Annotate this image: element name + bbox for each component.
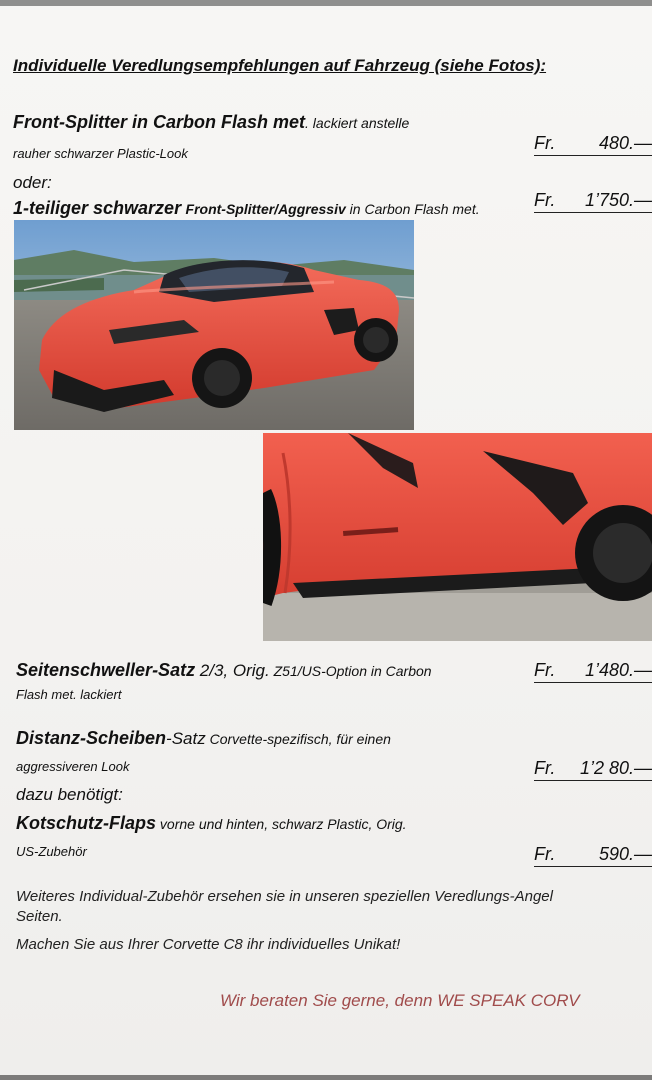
item-desc: Z51/US-Option in Carbon [269, 663, 432, 679]
price-value: 590.— [598, 844, 652, 864]
currency-label: Fr. [534, 660, 556, 680]
item-price [534, 190, 652, 213]
item-title: Kotschutz-Flaps [16, 813, 157, 833]
slogan: Wir beraten Sie gerne, denn WE SPEAK CORV [220, 991, 580, 1010]
item-title: Distanz-Scheiben [16, 728, 167, 748]
footer-note-line3: Machen Sie aus Ihrer Corvette C8 ihr individuelles Unikat! [16, 936, 401, 953]
item-onepiece-splitter [13, 198, 480, 219]
item-price [534, 758, 652, 781]
item-title: 1-teiliger schwarzer [13, 198, 182, 218]
price-value: 480.— [598, 133, 652, 153]
currency-label: Fr. [534, 133, 556, 153]
item-title-2: Front-Splitter/Aggressiv [185, 201, 346, 217]
price-value: 1’750.— [584, 190, 652, 210]
currency-label: Fr. [534, 758, 556, 778]
car-photo-side [263, 433, 652, 641]
footer-note-line2: Seiten. [16, 908, 63, 925]
item-title: Seitenschweller-Satz [16, 660, 196, 680]
item-front-splitter [13, 112, 409, 133]
item-desc: . lackiert anstelle [305, 115, 410, 131]
connector-oder: oder: [13, 173, 52, 192]
price-value: 1’2 80.— [579, 758, 652, 778]
item-title-suffix: -Satz [166, 729, 206, 748]
footer-note-line1: Weiteres Individual-Zubehör ersehen sie in unseren speziellen Veredlungs-Angel [16, 888, 553, 905]
page-heading: Individuelle Veredlungsempfehlungen auf Fahrzeug (siehe Fotos): [13, 56, 547, 75]
item-desc: Corvette-spezifisch, für einen [205, 731, 391, 747]
item-desc-line2: US-Zubehör [16, 844, 87, 859]
item-desc: vorne und hinten, schwarz Plastic, Orig. [156, 816, 407, 832]
item-mud-flaps [16, 813, 407, 834]
price-value: 1’480.— [584, 660, 652, 680]
item-price [534, 844, 652, 867]
item-side-skirts [16, 660, 432, 681]
currency-label: Fr. [534, 190, 556, 210]
item-desc-line2: Flash met. lackiert [16, 687, 122, 702]
item-desc-line2: rauher schwarzer Plastic-Look [13, 146, 188, 161]
car-photo-front [14, 220, 414, 430]
currency-label: Fr. [534, 844, 556, 864]
item-price [534, 660, 652, 683]
top-edge [0, 0, 652, 6]
bottom-edge [0, 1075, 652, 1080]
item-price [534, 133, 652, 156]
item-desc: in Carbon Flash met. [345, 201, 480, 217]
item-title: Front-Splitter in Carbon Flash met [13, 112, 306, 132]
connector-dazu: dazu benötigt: [16, 785, 123, 804]
item-desc-line2: aggressiveren Look [16, 759, 130, 774]
item-title-suffix: 2/3, Orig. [195, 661, 270, 680]
item-spacers [16, 728, 391, 749]
